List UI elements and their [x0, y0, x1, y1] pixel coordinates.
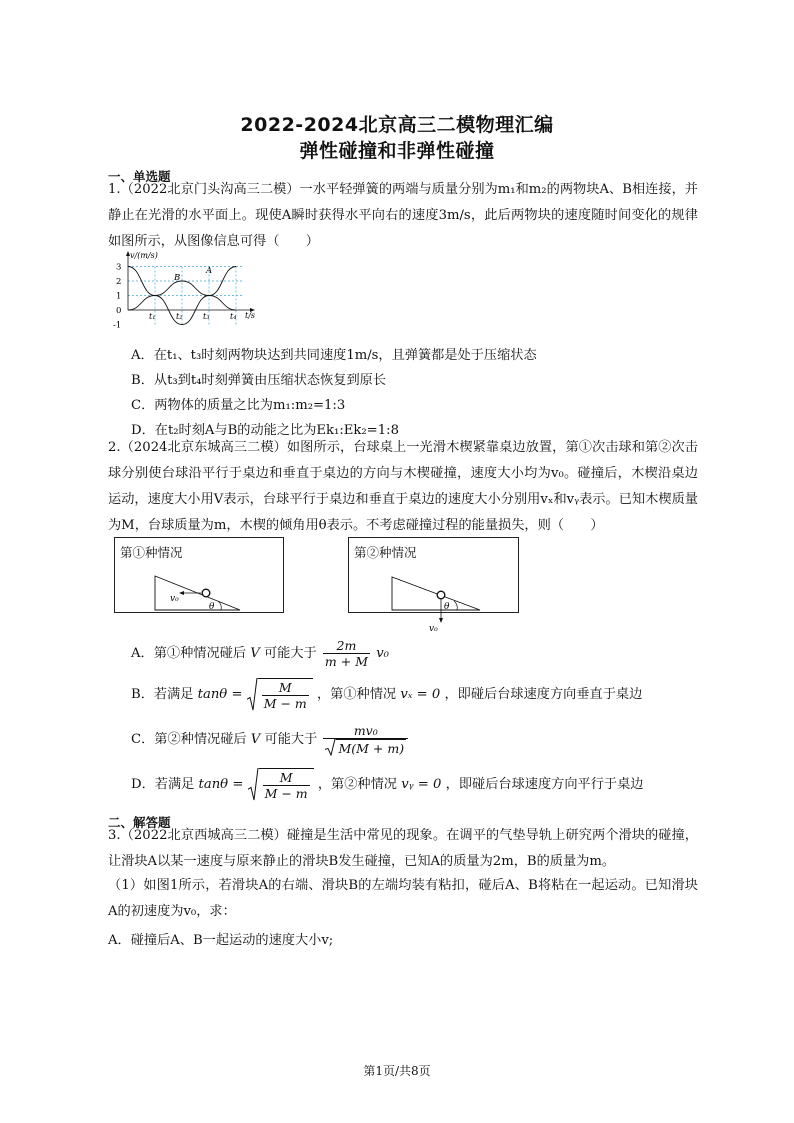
question-3-part-1: （1）如图1所示，若滑块A的右端、滑块B的左端均装有粘扣，碰后A、B将粘在一起运动。已知滑块A的初速度为v₀，求： — [108, 878, 698, 919]
fraction-denominator: m + M — [324, 654, 368, 669]
question-3-text: 3.（2022北京西城高三二模）碰撞是生活中常见的现象。在调平的气垫导轨上研究两个滑块的碰撞，让滑块A以某一速度与原来静止的滑块B发生碰撞，已知A的质量为2m，B的质量为m。 — [108, 828, 698, 869]
sqrt-sign — [248, 768, 314, 801]
q2-option-d-prefix: D．若满足 — [131, 777, 195, 792]
question-2-text: 2.（2024北京东城高三二模）如图所示，台球桌上一光滑木楔紧靠桌边放置，第①次击球和第②次击球分别使台球沿平行于桌边和垂直于桌边的方向与木楔碰撞，速度大小均为v₀。碰撞后，木楔沿桌边运动，速度大小用V表示，台球平行于桌边和垂直于桌边的速度大小分别用vₓ和vᵧ表示。已知木楔质量为M，台球质量为m，木楔的倾角用θ表示。不考虑碰撞过程的能量损失，则（ ） — [108, 440, 698, 533]
velocity-time-chart — [112, 248, 272, 332]
y-tick-label: -1 — [113, 320, 122, 331]
fraction-denominator — [323, 739, 408, 756]
q2-option-d — [131, 768, 643, 801]
x-tick-label: t₂ — [176, 312, 183, 321]
v0-label: v₀ — [429, 624, 438, 634]
page-subtitle: 弹性碰撞和非弹性碰撞 — [299, 140, 495, 162]
series-B-label: B — [174, 273, 181, 283]
section-heading-answer: 二、解答题 — [108, 815, 171, 830]
q2-option-b-prefix: B．若满足 — [131, 687, 194, 702]
q2-option-d-text: ，第②种情况 — [317, 777, 397, 792]
fraction-denominator: M − m — [263, 696, 307, 711]
section-heading-single-choice: 一、单选题 — [108, 169, 171, 184]
q2-option-a-var: V — [250, 646, 260, 661]
figure-case-1 — [114, 537, 284, 613]
q1-option-d: D．在t₂时刻A与B的动能之比为Ek₁:Ek₂=1:8 — [131, 423, 399, 438]
series-A-label: A — [206, 266, 213, 276]
question-1-text: 1.（2022北京门头沟高三二模）一水平轻弹簧的两端与质量分别为m₁和m₂的两物块A、B相连接，并静止在光滑的水平面上。现使A瞬时获得水平向右的速度3m/s，此后两物块的速度随时间变化的规律如图所示，从图像信息可得（ ） — [108, 182, 698, 249]
y-tick-label: 1 — [116, 291, 122, 302]
figure-case-2 — [348, 537, 519, 634]
fraction-denominator: M − m — [264, 786, 308, 801]
q2-option-d-conclusion: ，即碰后台球速度方向平行于桌边 — [445, 777, 644, 792]
q2-option-c — [131, 723, 410, 756]
q2-option-a-v0: v₀ — [376, 646, 389, 661]
q2-option-b-text: ，第①种情况 — [316, 687, 397, 702]
q2-option-b — [131, 678, 642, 711]
billiard-ball — [202, 589, 210, 597]
velocity-arrowhead — [439, 618, 443, 623]
y-tick-label: 3 — [116, 262, 122, 273]
fraction-numerator: mv₀ — [323, 723, 408, 739]
billiard-ball — [437, 591, 445, 599]
theta-label: θ — [209, 602, 215, 612]
q2-option-d-tan: tanθ = — [198, 777, 244, 792]
q2-option-b-condition: vₓ = 0 — [400, 687, 441, 702]
fraction-numerator: M — [263, 770, 310, 786]
x-tick-label: t₃ — [203, 312, 210, 321]
q2-option-a-prefix: A．第①种情况碰后 — [131, 646, 247, 661]
wedge — [392, 577, 480, 610]
fraction-numerator: 2m — [323, 638, 370, 654]
y-tick-label: 0 — [116, 306, 122, 316]
sqrt-sign — [325, 739, 406, 756]
q2-option-c-fraction — [323, 723, 408, 756]
fraction-numerator: M — [262, 680, 309, 696]
case-1-diagram — [115, 538, 283, 612]
q2-option-d-condition: vᵧ = 0 — [401, 777, 442, 792]
case-2-diagram — [349, 538, 518, 634]
q2-option-a — [131, 638, 389, 669]
question-3-part-a: A．碰撞后A、B一起运动的速度大小v; — [108, 933, 334, 948]
q2-option-a-text: 可能大于 — [263, 646, 317, 661]
q2-option-c-var: V — [250, 732, 261, 747]
x-tick-label: t₁ — [149, 312, 156, 321]
q2-option-b-tan: tanθ = — [197, 687, 243, 702]
q2-option-b-conclusion: ，即碰后台球速度方向垂直于桌边 — [444, 687, 643, 702]
x-axis-label: t/s — [245, 311, 256, 320]
case-2-label: 第②种情况 — [354, 545, 417, 560]
y-axis-label: v/(m/s) — [130, 251, 158, 260]
page-footer: 第1页/共8页 — [363, 1064, 431, 1078]
theta-label: θ — [444, 602, 450, 612]
q2-option-a-fraction — [323, 638, 370, 669]
sqrt-radicand: M(M + m) — [338, 741, 405, 756]
q1-option-b: B．从t₃到t₄时刻弹簧由压缩状态恢复到原长 — [131, 373, 387, 388]
sqrt-sign — [247, 678, 313, 711]
page-title: 2022-2024北京高三二模物理汇编 — [240, 114, 554, 136]
x-tick-label: t₄ — [230, 312, 237, 321]
v0-label: v₀ — [170, 594, 179, 604]
q1-option-a: A．在t₁、t₃时刻两物块达到共同速度1m/s，且弹簧都是处于压缩状态 — [131, 348, 537, 363]
y-tick-label: 2 — [116, 277, 122, 287]
q2-option-c-prefix: C．第②种情况碰后 — [131, 732, 247, 747]
q2-option-c-text: 可能大于 — [264, 732, 318, 747]
case-1-label: 第①种情况 — [120, 545, 183, 560]
q1-option-c: C．两物体的质量之比为m₁:m₂=1:3 — [131, 398, 346, 413]
